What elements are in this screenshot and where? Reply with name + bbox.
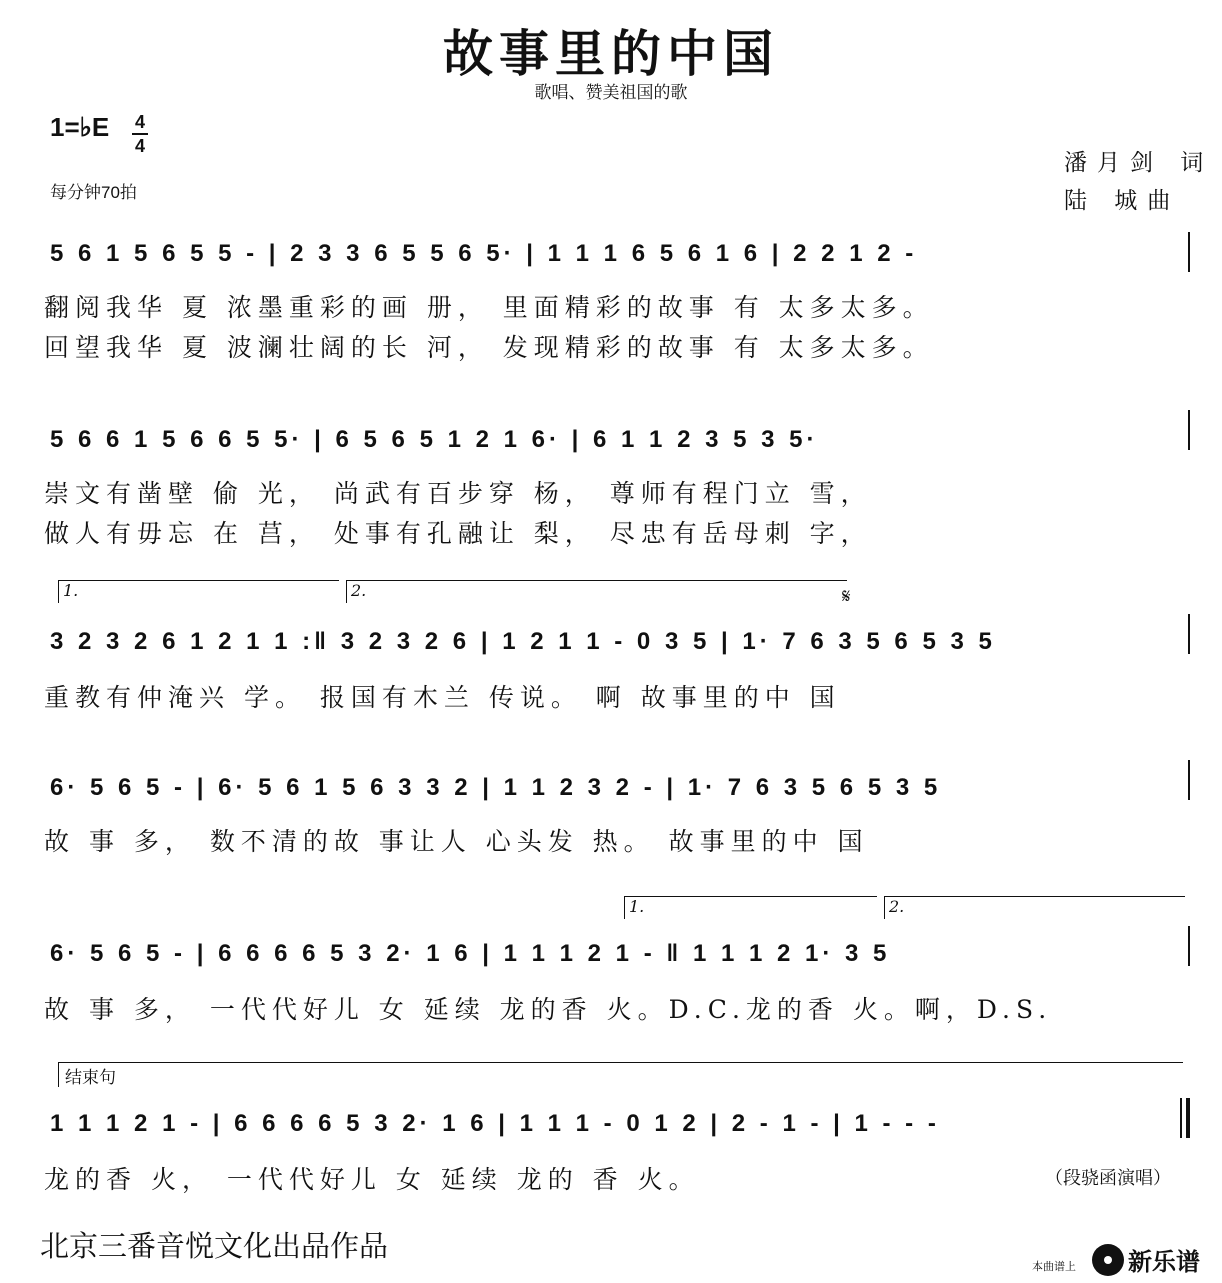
barline — [1188, 410, 1190, 450]
final-barline — [1180, 1098, 1182, 1138]
volta-1-bracket: 1. — [624, 896, 877, 919]
composer-credit: 陆 城曲 — [1064, 188, 1181, 214]
volta-2-bracket: 2. — [346, 580, 847, 603]
song-title: 故事里的中国 — [443, 24, 779, 83]
lyric-line-2a: 崇文有凿壁 偷 光， 尚武有百步穿 杨， 尊师有程门立 雪， — [44, 479, 872, 508]
lyric-line-5: 故 事 多， 一代代好儿 女 延续 龙的香 火。D.C.龙的香 火。啊，D.S. — [44, 995, 1053, 1024]
final-barline-thick — [1186, 1098, 1190, 1138]
lyricist-credit: 潘月剑 词 — [1064, 150, 1214, 176]
notation-line-3: 3 2 3 2 6 1 2 1 1 :‖ 3 2 3 2 6 | 1 2 1 1 - 0 3 5 | 1· 7 6 3 5 6 5 3 5 — [50, 628, 996, 655]
lyric-line-4: 故 事 多， 数不清的故 事让人 心头发 热。 故事里的中 国 — [44, 827, 869, 856]
lyric-line-6: 龙的香 火， 一代代好儿 女 延续 龙的 香 火。 — [44, 1165, 700, 1194]
logo-text: 新乐谱 — [1128, 1249, 1200, 1276]
notation-line-1: 5 6 1 5 6 5 5 - | 2 3 3 6 5 5 6 5· | 1 1 1 6 5 6 1 6 | 2 2 1 2 - — [50, 240, 918, 267]
source-note: 本曲谱上 — [1032, 1261, 1076, 1273]
ending-bracket: 结束句 — [58, 1062, 1183, 1087]
barline — [1188, 760, 1190, 800]
segno-sign: 𝄋 — [842, 584, 851, 608]
key-signature: 1=♭E — [50, 112, 110, 142]
tempo-marking: 每分钟70拍 — [50, 183, 137, 202]
lyric-line-1b: 回望我华 夏 波澜壮阔的长 河， 发现精彩的故事 有 太多太多。 — [44, 333, 934, 362]
site-logo[interactable] — [1092, 1242, 1200, 1277]
volta-2-bracket: 2. — [884, 896, 1185, 919]
notation-line-5: 6· 5 6 5 - | 6 6 6 6 5 3 2· 1 6 | 1 1 1 2 1 - ‖ 1 1 1 2 1· 3 5 — [50, 940, 891, 967]
time-bottom: 4 — [134, 136, 145, 156]
barline — [1188, 232, 1190, 272]
song-subtitle: 歌唱、赞美祖国的歌 — [534, 83, 688, 103]
time-signature — [132, 112, 148, 156]
lyric-line-2b: 做人有毋忘 在 莒， 处事有孔融让 梨， 尽忠有岳母刺 字， — [44, 519, 872, 548]
performer-credit: （段骁函演唱） — [1045, 1168, 1171, 1188]
notation-line-4: 6· 5 6 5 - | 6· 5 6 1 5 6 3 3 2 | 1 1 2 3 2 - | 1· 7 6 3 5 6 5 3 5 — [50, 774, 942, 801]
disc-icon — [1092, 1244, 1124, 1276]
lyric-line-1a: 翻阅我华 夏 浓墨重彩的画 册， 里面精彩的故事 有 太多太多。 — [44, 293, 934, 322]
time-top: 4 — [134, 112, 145, 132]
notation-line-6: 1 1 1 2 1 - | 6 6 6 6 5 3 2· 1 6 | 1 1 1 - 0 1 2 | 2 - 1 - | 1 - - - — [50, 1110, 940, 1137]
notation-line-2: 5 6 6 1 5 6 6 5 5· | 6 5 6 5 1 2 1 6· | 6 1 1 2 3 5 3 5· — [50, 426, 819, 453]
lyric-line-3: 重教有仲淹兴 学。 报国有木兰 传说。 啊 故事里的中 国 — [44, 683, 841, 712]
volta-1-bracket: 1. — [58, 580, 339, 603]
barline — [1188, 614, 1190, 654]
barline — [1188, 926, 1190, 966]
publisher-footer: 北京三番音悦文化出品作品 — [40, 1231, 389, 1263]
